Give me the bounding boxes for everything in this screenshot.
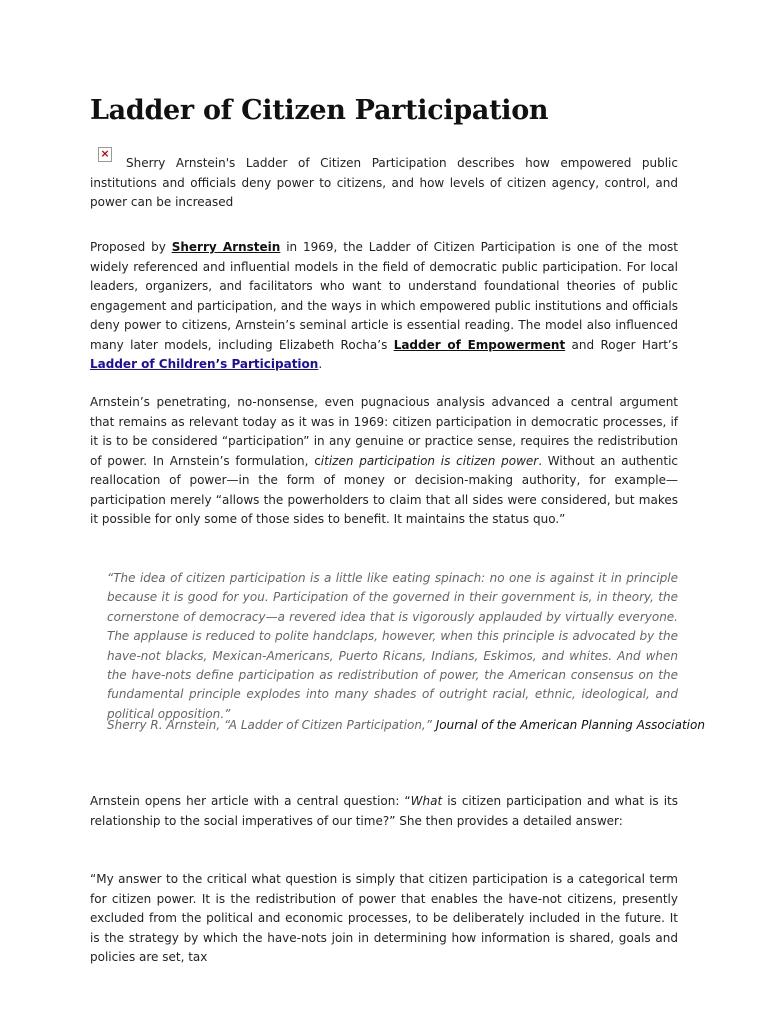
paragraph-question: Arnstein opens her article with a central question: “What is citizen participation and what is its relationship to the social imperatives of our time?” She then provides a detailed answer: [90, 794, 679, 828]
paragraph-intro: Proposed by Sherry Arnstein in 1969, the Ladder of Citizen Participation is one of the most widely referenced and influential models in the field of democratic public participation. For local leaders, organizers, and facilitators who want to understand foundational theories of public engagement and participation, and the ways in which empowered public institutions and officials deny power to citizens, Arnstein’s seminal article is essential reading. The model also influenced many later models, including Elizabeth Rocha’s Ladder of Empowerment and Roger Hart’s Ladder of Children’s Participation. [90, 240, 678, 371]
link-ladder-of-empowerment[interactable]: Ladder of Empowerment [393, 337, 566, 352]
blockquote: “The idea of citizen participation is a little like eating spinach: no one is against it in principle because it is good for you. Participation of the governed in their government is, in theory, the cornerstone of democracy—a revered idea that is vigorously applauded by virtually everyone. The applause is reduced to polite handclaps, however, when this principle is advocated by the have-not blacks, Mexican-Americans, Puerto Ricans, Indians, Eskimos, and whites. And when the have-nots define participation as redistribution of power, the American consensus on the fundamental principle explodes into many shades of outright racial, ethnic, ideological, and political opposition.” [107, 571, 678, 721]
paragraph-argument: Arnstein’s penetrating, no-nonsense, even pugnacious analysis advanced a central argument that remains as relevant today as it was in 1969: citizen participation in democratic processes, if it is to be considered “participation” in any genuine or practice sense, requires the redistribution of power. In Arnstein’s formulation, citizen participation is citizen power. Without an authentic reallocation of power—in the form of money or decision-making authority, for example—participation merely “allows the powerholders to claim that all sides were considered, but makes it possible for only some of those sides to benefit. It maintains the status quo.” [90, 395, 679, 526]
broken-image-icon: × [98, 147, 112, 162]
link-ladder-of-childrens-participation[interactable]: Ladder of Children’s Participation [90, 357, 319, 371]
page-title: Ladder of Citizen Participation [90, 95, 549, 126]
link-sherry-arnstein[interactable]: Sherry Arnstein [171, 240, 281, 254]
paragraph-answer: “My answer to the critical what question is simply that citizen participation is a categorical term for citizen power. It is the redistribution of power that enables the have-not citizens, presently excluded from the political and economic processes, to be deliberately included in the future. It is the strategy by which the have-nots join in determining how information is shared, goals and policies are set, tax [90, 872, 678, 964]
image-caption: Sherry Arnstein's Ladder of Citizen Participation describes how empowered public institutions and officials deny power to citizens, and how levels of citizen agency, control, and power can be increased [90, 156, 678, 209]
blockquote-citation: Sherry R. Arnstein, “A Ladder of Citizen Participation,” Journal of the American Planning Association [107, 718, 705, 732]
